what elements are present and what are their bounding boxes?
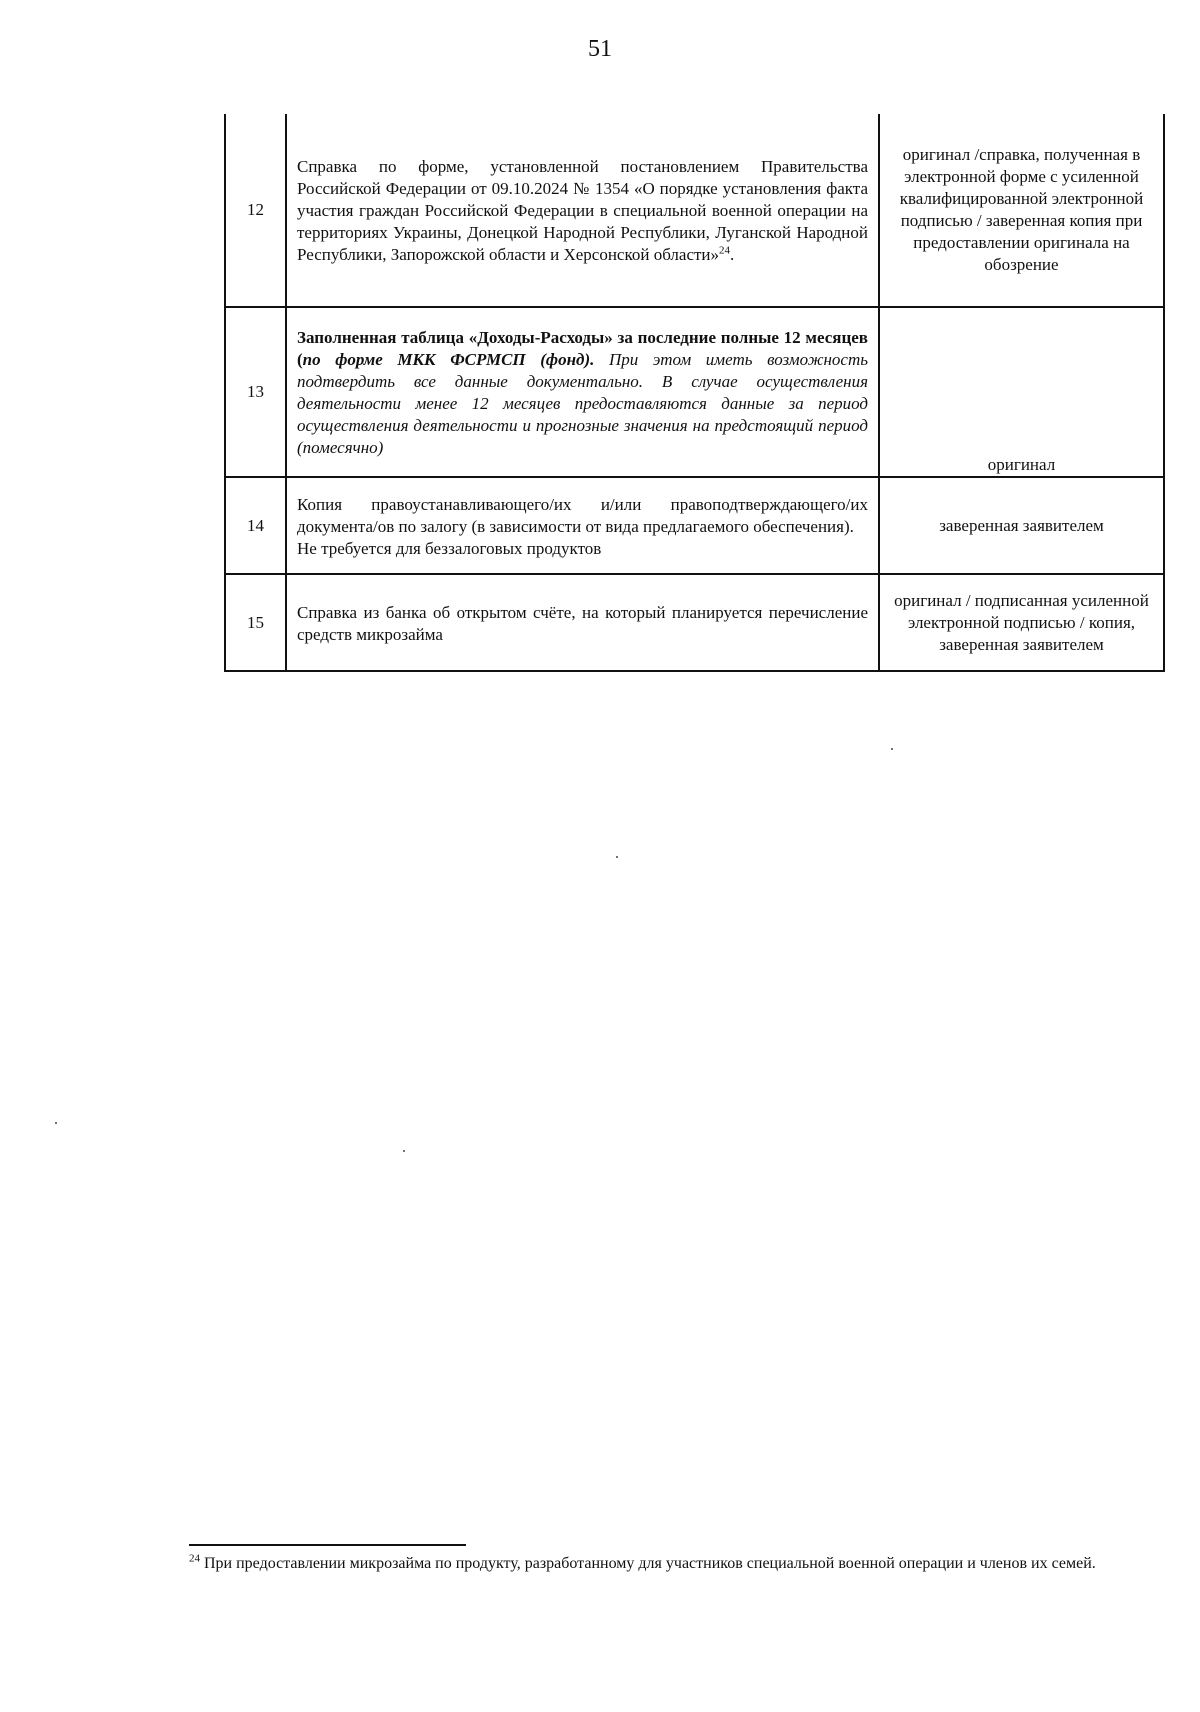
page-number: 51 xyxy=(588,36,612,62)
row-number: 14 xyxy=(225,477,286,574)
document-description xyxy=(286,307,879,477)
document-note: Не требуется для беззалоговых продуктов xyxy=(297,538,602,558)
documents-table xyxy=(224,114,1165,672)
scan-speck xyxy=(616,856,618,858)
table-row xyxy=(225,574,1164,671)
document-description xyxy=(286,477,879,574)
table-row xyxy=(225,307,1164,477)
document-text-instructions: При этом иметь возможность подтвердить все данные документально. В случае осуществления деятельности менее 12 месяцев предоставляются данные за период осуществления деятельности и прогнозные значения на предстоящий период (помесячно) xyxy=(297,350,868,457)
document-description: Справка из банка об открытом счёте, на который планируется перечисление средств микрозайма xyxy=(286,574,879,671)
footnote-text: При предоставлении микрозайма по продукту, разработанному для участников специальной военной операции и членов их семей. xyxy=(200,1555,1096,1572)
scan-speck xyxy=(891,748,893,750)
footnote-separator xyxy=(189,1544,466,1546)
row-number: 12 xyxy=(225,114,286,307)
document-form: заверенная заявителем xyxy=(879,477,1164,574)
document-form: оригинал /справка, полученная в электронной форме с усиленной квалифицированной электронной подписью / заверенная копия при предоставлении оригинала на обозрение xyxy=(879,114,1164,307)
row-number: 15 xyxy=(225,574,286,671)
document-text: Копия правоустанавливающего/их и/или правоподтверждающего/их документа/ов по залогу (в зависимости от вида предлагаемого обеспечения). xyxy=(297,494,868,536)
document-text-form-note: по форме МКК ФСРМСП (фонд). xyxy=(302,350,595,369)
document-text: Заполненная таблица «Доходы-Расходы» за последние полные 12 месяцев ( xyxy=(297,328,868,369)
scan-speck xyxy=(403,1150,405,1152)
table-row xyxy=(225,477,1164,574)
scan-speck xyxy=(55,1122,57,1124)
document-text-end: . xyxy=(730,245,735,264)
document-description xyxy=(286,114,879,307)
footnote xyxy=(189,1552,1149,1576)
document-form: оригинал xyxy=(879,307,1164,477)
document-text: Справка по форме, установленной постановлением Правительства Российской Федерации от 09.10.2024 № 1354 «О порядке установления факта участия граждан Российской Федерации в специальной военной операции на территориях Украины, Донецкой Народной Республики, Луганской Народной Республики, Запорожской области и Херсонской области» xyxy=(297,157,868,264)
footnote-number: 24 xyxy=(189,1552,200,1565)
row-number: 13 xyxy=(225,307,286,477)
table-row xyxy=(225,114,1164,307)
document-form: оригинал / подписанная усиленной электронной подписью / копия, заверенная заявителем xyxy=(879,574,1164,671)
footnote-ref: 24 xyxy=(719,244,731,257)
